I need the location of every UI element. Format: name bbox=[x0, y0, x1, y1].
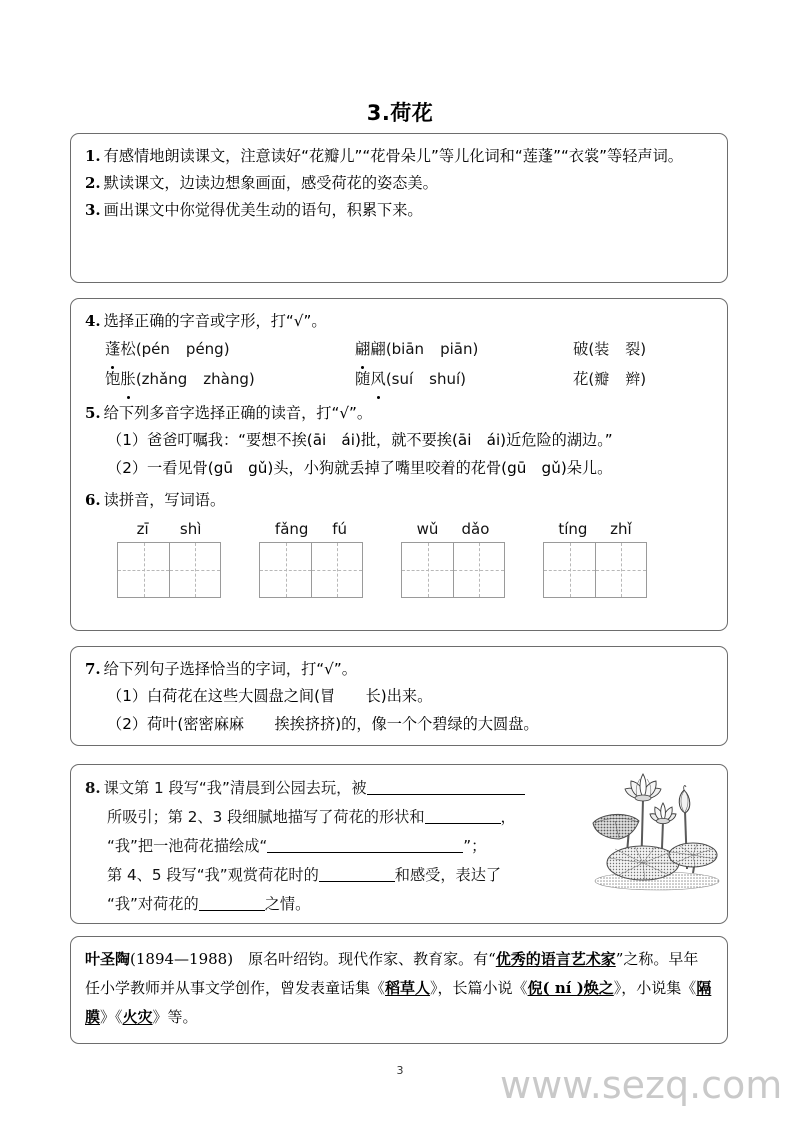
char: 随 bbox=[355, 370, 371, 388]
char-options: (装 裂) bbox=[588, 340, 647, 358]
question-7-line-2[interactable]: （2）荷叶(密密麻麻 挨挨挤挤)的，像一个个碧绿的大圆盘。 bbox=[107, 715, 539, 733]
text-segment: ”； bbox=[463, 837, 487, 855]
tianzige-box[interactable] bbox=[259, 542, 363, 598]
question-text: 读拼音，写词语。 bbox=[103, 491, 226, 509]
tianzige-cell[interactable] bbox=[169, 543, 220, 597]
pinyin-pair bbox=[543, 519, 647, 539]
question-8-line-3 bbox=[85, 832, 593, 861]
pinyin-pair bbox=[117, 519, 221, 539]
choice-row bbox=[85, 334, 714, 364]
author-bio-text bbox=[85, 945, 713, 1032]
tianzige-box[interactable] bbox=[401, 542, 505, 598]
pinyin-syllable: dǎo bbox=[461, 520, 490, 538]
char-options: (瓣 辫) bbox=[588, 370, 647, 388]
question-number: 2. bbox=[85, 174, 101, 192]
writing-grid-row bbox=[105, 519, 714, 598]
question-7-line-1[interactable]: （1）白荷花在这些大圆盘之间(冒 长)出来。 bbox=[107, 687, 433, 705]
question-number: 1. bbox=[85, 147, 101, 165]
question-text: 默读课文，边读边想象画面，感受荷花的姿态美。 bbox=[103, 174, 438, 192]
question-text: 给下列句子选择恰当的字词，打“√”。 bbox=[103, 660, 357, 678]
choice-row bbox=[85, 364, 714, 394]
question-number: 4. bbox=[85, 312, 101, 330]
question-box-1 bbox=[70, 133, 728, 283]
question-text: 给下列多音字选择正确的读音，打“√”。 bbox=[103, 404, 373, 422]
bio-segment: 》《 bbox=[100, 1008, 123, 1026]
tianzige-cell[interactable] bbox=[311, 543, 362, 597]
tianzige-box[interactable] bbox=[543, 542, 647, 598]
page-number: 3 bbox=[396, 1064, 404, 1077]
question-number: 8. bbox=[85, 779, 101, 797]
choice-option-sui-feng[interactable] bbox=[355, 364, 573, 394]
choice-option-pian-pian[interactable] bbox=[355, 334, 573, 364]
bio-segment: 》，小说集《 bbox=[613, 979, 697, 997]
writing-grid-group-1[interactable] bbox=[117, 519, 221, 598]
pinyin-options: (zhǎng zhàng) bbox=[135, 370, 255, 388]
bio-emphasis: 火灾 bbox=[122, 1008, 153, 1026]
lotus-bud bbox=[679, 786, 690, 813]
question-number: 3. bbox=[85, 201, 101, 219]
bio-segment: 》等。 bbox=[152, 1008, 198, 1026]
text-segment: 第 4、5 段写“我”观赏荷花时的 bbox=[107, 866, 319, 884]
lotus-illustration bbox=[585, 769, 725, 891]
question-number: 6. bbox=[85, 491, 101, 509]
bio-segment: 原名叶绍钧。现代作家、教育家。有“ bbox=[233, 950, 496, 968]
bio-segment: ”之称。早年任小学教师并从事文学创作，曾发表童话集《 bbox=[85, 950, 699, 997]
fill-blank[interactable] bbox=[267, 837, 463, 853]
char: 松 bbox=[120, 340, 136, 358]
pinyin-pair bbox=[401, 519, 505, 539]
lotus-bloom-small bbox=[650, 803, 676, 824]
pinyin-options: (suí shuí) bbox=[385, 370, 467, 388]
writing-grid-area bbox=[85, 519, 714, 598]
question-8-line-5 bbox=[85, 890, 593, 919]
char: 破 bbox=[573, 340, 589, 358]
tianzige-cell[interactable] bbox=[544, 543, 595, 597]
pinyin-syllable: zī bbox=[136, 520, 149, 538]
fill-blank[interactable] bbox=[425, 808, 501, 824]
tianzige-cell[interactable] bbox=[118, 543, 169, 597]
text-segment: ， bbox=[500, 808, 516, 826]
site-watermark: www.sezq.com bbox=[500, 1063, 783, 1107]
text-segment: 所吸引；第 2、3 段细腻地描写了荷花的形状和 bbox=[107, 808, 425, 826]
question-item-4 bbox=[85, 308, 714, 334]
author-name: 叶圣陶 bbox=[85, 950, 131, 968]
pinyin-options: (biān piān) bbox=[385, 340, 479, 358]
pinyin-syllable: wǔ bbox=[416, 520, 439, 538]
tianzige-cell[interactable] bbox=[402, 543, 453, 597]
question-item-2 bbox=[85, 170, 714, 196]
text-segment: 和感受，表达了 bbox=[394, 866, 502, 884]
pinyin-syllable: zhǐ bbox=[610, 520, 632, 538]
choice-option-po-zhuang-lie[interactable] bbox=[573, 334, 646, 364]
emphasized-char: 风 bbox=[370, 364, 385, 394]
question-item-8 bbox=[85, 774, 593, 919]
text-segment: “我”把一池荷花描绘成“ bbox=[107, 837, 268, 855]
pinyin-syllable: tíng bbox=[558, 520, 588, 538]
question-text: 画出课文中你觉得优美生动的语句，积累下来。 bbox=[103, 201, 423, 219]
author-dates: (1894—1988) bbox=[130, 950, 234, 968]
text-segment: “我”对荷花的 bbox=[107, 895, 199, 913]
tianzige-cell[interactable] bbox=[595, 543, 646, 597]
writing-grid-group-2[interactable] bbox=[259, 519, 363, 598]
tianzige-cell[interactable] bbox=[453, 543, 504, 597]
question-text: 选择正确的字音或字形，打“√”。 bbox=[103, 312, 327, 330]
pinyin-syllable: fǎng bbox=[274, 520, 309, 538]
text-segment: 之情。 bbox=[264, 895, 311, 913]
tianzige-box[interactable] bbox=[117, 542, 221, 598]
emphasized-char: 翩 bbox=[355, 334, 370, 364]
char: 花 bbox=[573, 370, 589, 388]
choice-option-peng-song[interactable] bbox=[105, 334, 355, 364]
question-item-5 bbox=[85, 400, 714, 426]
question-8-line-2 bbox=[85, 803, 593, 832]
lotus-svg bbox=[585, 769, 725, 891]
bio-emphasis: 优秀的语言艺术家 bbox=[495, 950, 616, 968]
question-5-line-2[interactable]: （2）一看见骨(gū gǔ)头，小狗就丢掉了嘴里咬着的花骨(gū gǔ)朵儿。 bbox=[107, 459, 613, 477]
question-box-2 bbox=[70, 298, 728, 631]
choice-option-bao-zhang[interactable] bbox=[105, 364, 355, 394]
question-number: 7. bbox=[85, 660, 101, 678]
question-text: 有感情地朗读课文，注意读好“花瓣儿”“花骨朵儿”等儿化词和“莲蓬”“衣裳”等轻声词。 bbox=[103, 147, 683, 165]
emphasized-char: 蓬 bbox=[105, 334, 120, 364]
pinyin-syllable: shì bbox=[179, 520, 202, 538]
page-title: 3.荷花 bbox=[366, 101, 434, 125]
writing-grid-group-4[interactable] bbox=[543, 519, 647, 598]
question-item-6 bbox=[85, 487, 714, 513]
bio-emphasis: 隔膜 bbox=[85, 979, 712, 1026]
question-item-3 bbox=[85, 197, 714, 223]
tianzige-cell[interactable] bbox=[260, 543, 311, 597]
text-segment: 课文第 1 段写“我”清晨到公园去玩，被 bbox=[103, 779, 367, 797]
bio-emphasis: 倪( ní )焕之 bbox=[527, 979, 614, 997]
fill-blank[interactable] bbox=[319, 866, 395, 882]
author-bio-box bbox=[70, 936, 728, 1044]
question-item-1 bbox=[85, 143, 714, 169]
fill-blank[interactable] bbox=[367, 779, 525, 795]
fill-blank[interactable] bbox=[199, 895, 265, 911]
question-number: 5. bbox=[85, 404, 101, 422]
question-8-line-1 bbox=[85, 774, 593, 803]
question-5-line-1[interactable]: （1）爸爸叮嘱我：“要想不挨(āi ái)批，就不要挨(āi ái)近危险的湖边。” bbox=[107, 431, 613, 449]
question-box-4 bbox=[70, 764, 728, 924]
choice-option-hua-ban-bian[interactable] bbox=[573, 364, 646, 394]
char: 翩 bbox=[370, 340, 386, 358]
question-box-3 bbox=[70, 646, 728, 746]
writing-grid-group-3[interactable] bbox=[401, 519, 505, 598]
char: 饱 bbox=[105, 370, 121, 388]
question-8-line-4 bbox=[85, 861, 593, 890]
lotus-bloom-large bbox=[625, 774, 661, 801]
bio-segment: 》，长篇小说《 bbox=[430, 979, 528, 997]
pinyin-syllable: fú bbox=[332, 520, 348, 538]
pinyin-options: (pén péng) bbox=[135, 340, 230, 358]
pinyin-pair bbox=[259, 519, 363, 539]
emphasized-char: 胀 bbox=[120, 364, 135, 394]
question-item-7 bbox=[85, 656, 714, 682]
bio-emphasis: 稻草人 bbox=[385, 979, 431, 997]
